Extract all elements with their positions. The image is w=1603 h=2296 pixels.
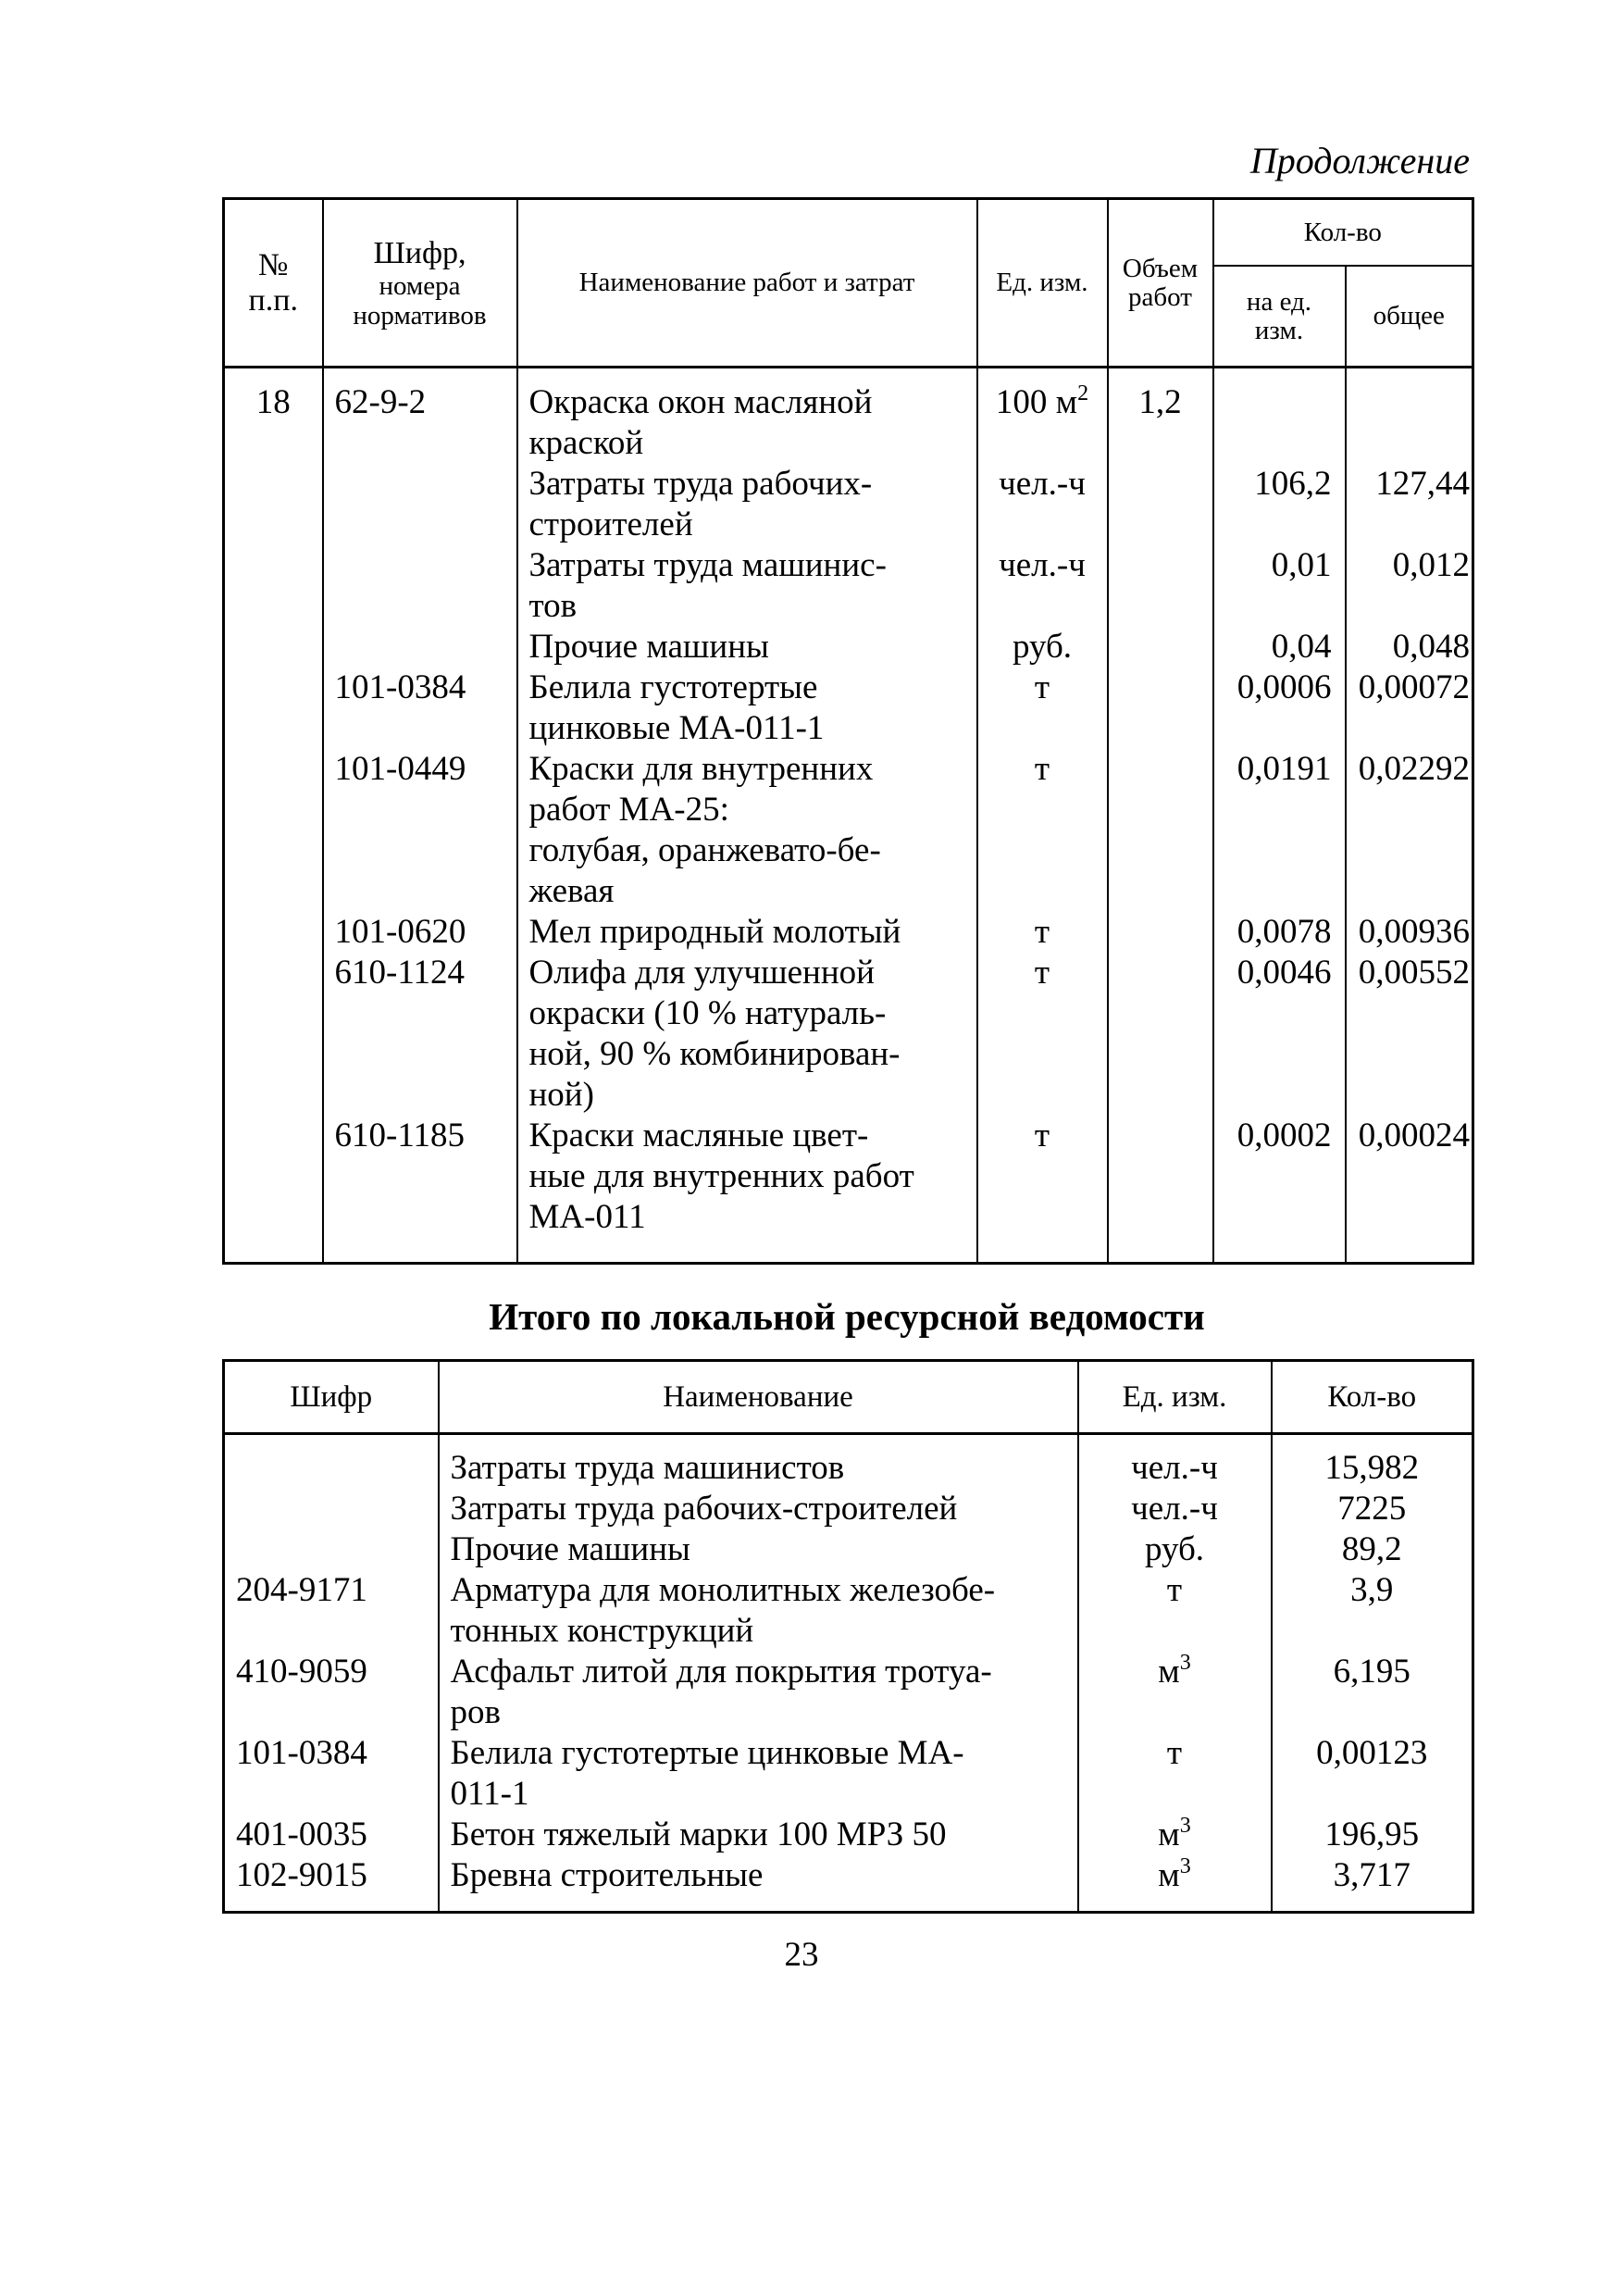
- summary-row-unit: [1079, 1815, 1271, 1855]
- row-code: [335, 464, 516, 505]
- row-code: [335, 1197, 516, 1238]
- summary-row-unit: [1079, 1774, 1271, 1815]
- row-per-unit: [1214, 708, 1332, 749]
- row-name-line: ной, 90 % комбинирован-: [528, 1035, 901, 1073]
- row-unit-value: т: [1034, 954, 1050, 992]
- header-unit: Ед. изм.: [977, 199, 1108, 368]
- row-code: [335, 1034, 516, 1075]
- summary-row-code: [236, 1692, 438, 1733]
- summary-row-quantity: [1273, 1733, 1473, 1774]
- summary-row-quantity-value: 15,982: [1324, 1449, 1420, 1487]
- row-number: [225, 1075, 322, 1116]
- row-per-unit: [1214, 668, 1332, 708]
- row-volume: [1109, 790, 1212, 830]
- summary-row-code-value: 102-9015: [236, 1856, 367, 1894]
- row-per-unit: [1214, 1197, 1332, 1238]
- row-per-unit: [1214, 545, 1332, 586]
- summary-body-row: [224, 1434, 1473, 1913]
- row-total: [1347, 382, 1471, 423]
- row-per-unit: [1214, 871, 1332, 912]
- row-per-unit-value: 0,01: [1271, 546, 1332, 584]
- summary-row-code: [236, 1733, 438, 1774]
- header-code-line: номера: [379, 270, 461, 301]
- row-unit: [978, 545, 1107, 586]
- row-unit-value: чел.-ч: [999, 546, 1086, 584]
- row-total: [1347, 1034, 1471, 1075]
- row-number: [225, 464, 322, 505]
- row-per-unit-value: 0,0078: [1236, 913, 1332, 951]
- summary-row-unit-value: м: [1158, 1856, 1180, 1894]
- row-total-value: 0,00936: [1358, 913, 1471, 951]
- row-name-line: краской: [528, 424, 644, 462]
- row-volume-value: 1,2: [1138, 383, 1182, 421]
- row-code: [335, 993, 516, 1034]
- summary-row-quantity: [1273, 1774, 1473, 1815]
- row-volume: [1109, 953, 1212, 993]
- row-unit: [978, 830, 1107, 871]
- row-unit-value: т: [1034, 750, 1050, 788]
- row-unit: [978, 708, 1107, 749]
- row-unit-value: 100 м: [995, 383, 1078, 421]
- row-unit: [978, 871, 1107, 912]
- summary-row-name-line: Арматура для монолитных железобе-: [450, 1571, 996, 1609]
- row-name-line: Затраты труда машинис-: [528, 546, 887, 584]
- summary-row-quantity-value: 6,195: [1333, 1653, 1410, 1691]
- summary-row-code: [236, 1489, 438, 1529]
- row-total: [1347, 830, 1471, 871]
- row-number-value: 18: [255, 383, 291, 421]
- summary-row-code: [236, 1529, 438, 1570]
- row-name-line: жевая: [528, 872, 615, 910]
- row-per-unit-value: 0,0191: [1236, 750, 1332, 788]
- header-name: Наименование работ и затрат: [517, 199, 977, 368]
- row-name-line: Краски масляные цвет-: [528, 1117, 869, 1154]
- row-total: [1347, 464, 1471, 505]
- row-per-unit-value: 0,0006: [1236, 668, 1332, 706]
- summary-row-unit: [1079, 1855, 1271, 1896]
- row-total-value: 0,02292: [1358, 750, 1471, 788]
- row-number: [225, 668, 322, 708]
- row-per-unit: [1214, 382, 1332, 423]
- row-number: [225, 627, 322, 668]
- row-code: [335, 790, 516, 830]
- summary-row-unit-value: чел.-ч: [1131, 1449, 1218, 1487]
- summary-row-code: [236, 1815, 438, 1855]
- row-code: [335, 627, 516, 668]
- row-per-unit: [1214, 423, 1332, 464]
- row-unit: [978, 464, 1107, 505]
- summary-row-quantity-value: 196,95: [1324, 1816, 1420, 1853]
- summary-row-unit-value: чел.-ч: [1131, 1490, 1218, 1528]
- row-volume: [1109, 505, 1212, 545]
- row-total: [1347, 871, 1471, 912]
- row-unit: [978, 382, 1107, 423]
- summary-row-code-value: 204-9171: [236, 1571, 367, 1609]
- row-number: [225, 1156, 322, 1197]
- row-number: [225, 1116, 322, 1156]
- summary-column-name: [439, 1434, 1078, 1913]
- row-per-unit: [1214, 1156, 1332, 1197]
- row-volume: [1109, 1197, 1212, 1238]
- row-volume: [1109, 668, 1212, 708]
- summary-row-quantity: [1273, 1529, 1473, 1570]
- row-code: [335, 382, 516, 423]
- row-code: [335, 830, 516, 871]
- header-number-line: №: [258, 247, 289, 282]
- summary-row-unit-value: т: [1166, 1734, 1183, 1772]
- summary-header-code: Шифр: [224, 1361, 439, 1434]
- summary-row-quantity: [1273, 1692, 1473, 1733]
- row-volume: [1109, 871, 1212, 912]
- row-total: [1347, 1197, 1471, 1238]
- row-unit-value: руб.: [1012, 628, 1073, 666]
- summary-row-name-line: 011-1: [450, 1775, 529, 1813]
- row-total-value: 0,012: [1392, 546, 1471, 584]
- row-per-unit: [1214, 912, 1332, 953]
- row-volume: [1109, 708, 1212, 749]
- row-total: [1347, 668, 1471, 708]
- summary-row-quantity: [1273, 1611, 1473, 1652]
- header-volume-line: Объем: [1122, 253, 1199, 283]
- row-per-unit: [1214, 1075, 1332, 1116]
- row-code: [335, 668, 516, 708]
- row-code: [335, 871, 516, 912]
- row-unit: [978, 1197, 1107, 1238]
- header-code-line: Шифр,: [373, 235, 466, 270]
- summary-row-quantity-value: 3,717: [1333, 1856, 1410, 1894]
- summary-row-unit: [1079, 1652, 1271, 1692]
- row-code: [335, 1156, 516, 1197]
- summary-header-name: Наименование: [439, 1361, 1078, 1434]
- row-code: [335, 586, 516, 627]
- row-unit: [978, 749, 1107, 790]
- row-unit-value: чел.-ч: [999, 465, 1086, 503]
- header-number-line: п.п.: [248, 282, 298, 318]
- row-name-line: Прочие машины: [528, 628, 769, 666]
- summary-header-quantity: Кол-во: [1272, 1361, 1473, 1434]
- summary-row-unit: [1079, 1570, 1271, 1611]
- summary-header-unit: Ед. изм.: [1078, 1361, 1272, 1434]
- row-number: [225, 423, 322, 464]
- row-unit: [978, 993, 1107, 1034]
- row-number: [225, 912, 322, 953]
- row-name-line: МА-011: [528, 1198, 646, 1236]
- row-unit: [978, 1075, 1107, 1116]
- row-per-unit: [1214, 464, 1332, 505]
- header-total: общее: [1346, 266, 1473, 368]
- column-number: [224, 368, 323, 1264]
- row-number: [225, 830, 322, 871]
- row-per-unit: [1214, 953, 1332, 993]
- row-volume: [1109, 1156, 1212, 1197]
- row-volume: [1109, 382, 1212, 423]
- summary-row-unit: [1079, 1611, 1271, 1652]
- column-per-unit: [1213, 368, 1346, 1264]
- row-code: [335, 423, 516, 464]
- summary-row-code: [236, 1774, 438, 1815]
- header-number: [224, 199, 323, 368]
- row-volume: [1109, 830, 1212, 871]
- row-code-value: 101-0620: [334, 913, 466, 951]
- row-name-line: ной): [528, 1076, 594, 1114]
- row-per-unit: [1214, 830, 1332, 871]
- table-body-row: [224, 368, 1473, 1264]
- row-unit: [978, 627, 1107, 668]
- row-volume: [1109, 749, 1212, 790]
- summary-row-quantity: [1273, 1815, 1473, 1855]
- row-name-line: цинковые МА-011-1: [528, 709, 825, 747]
- header-per-unit-line: на ед.: [1246, 286, 1312, 317]
- row-total: [1347, 627, 1471, 668]
- summary-row-name-line: Прочие машины: [450, 1530, 690, 1568]
- summary-row-quantity: [1273, 1652, 1473, 1692]
- column-total: [1346, 368, 1473, 1264]
- row-name-line: ные для внутренних работ: [528, 1157, 914, 1195]
- row-number: [225, 790, 322, 830]
- row-total: [1347, 1156, 1471, 1197]
- summary-row-unit-value: руб.: [1144, 1530, 1205, 1568]
- row-name-line: строителей: [528, 505, 693, 543]
- summary-row-quantity-value: 3,9: [1350, 1571, 1394, 1609]
- row-code-value: 101-0384: [334, 668, 466, 706]
- unit-superscript: 3: [1179, 1814, 1191, 1838]
- summary-column-code: [224, 1434, 439, 1913]
- row-total-value: 127,44: [1375, 465, 1471, 503]
- row-total-value: 0,048: [1392, 628, 1471, 666]
- row-code: [335, 912, 516, 953]
- row-unit: [978, 790, 1107, 830]
- row-number: [225, 545, 322, 586]
- column-code: [323, 368, 517, 1264]
- summary-row-code-value: 401-0035: [236, 1816, 367, 1853]
- summary-table: [222, 1359, 1474, 1914]
- row-unit: [978, 423, 1107, 464]
- summary-row-quantity-value: 89,2: [1341, 1530, 1402, 1568]
- row-name-line: Олифа для улучшенной: [528, 954, 875, 992]
- summary-row-unit: [1079, 1733, 1271, 1774]
- row-total: [1347, 1116, 1471, 1156]
- row-code-value: 610-1185: [334, 1117, 465, 1154]
- row-code-value: 62-9-2: [334, 383, 427, 421]
- row-code: [335, 749, 516, 790]
- column-volume: [1108, 368, 1213, 1264]
- row-number: [225, 505, 322, 545]
- summary-row-code: [236, 1652, 438, 1692]
- row-volume: [1109, 545, 1212, 586]
- row-code-value: 101-0449: [334, 750, 466, 788]
- row-volume: [1109, 1034, 1212, 1075]
- row-unit-value: т: [1034, 913, 1050, 951]
- resource-table: [222, 197, 1474, 1265]
- header-code: [323, 199, 517, 368]
- row-total: [1347, 505, 1471, 545]
- summary-row-code: [236, 1611, 438, 1652]
- row-code: [335, 545, 516, 586]
- row-per-unit: [1214, 993, 1332, 1034]
- row-volume: [1109, 993, 1212, 1034]
- summary-row-unit: [1079, 1448, 1271, 1489]
- summary-row-quantity: [1273, 1855, 1473, 1896]
- row-volume: [1109, 464, 1212, 505]
- row-code: [335, 1075, 516, 1116]
- row-volume: [1109, 912, 1212, 953]
- page-number: 23: [784, 1936, 819, 1974]
- unit-superscript: 3: [1179, 1854, 1191, 1878]
- row-volume: [1109, 627, 1212, 668]
- summary-row-unit: [1079, 1529, 1271, 1570]
- row-number: [225, 382, 322, 423]
- summary-row-code: [236, 1855, 438, 1896]
- header-code-line: нормативов: [353, 300, 487, 331]
- summary-row-code-value: 410-9059: [236, 1653, 367, 1691]
- column-name: [517, 368, 977, 1264]
- unit-superscript: 3: [1179, 1651, 1191, 1675]
- row-unit: [978, 668, 1107, 708]
- row-per-unit: [1214, 1034, 1332, 1075]
- row-per-unit: [1214, 505, 1332, 545]
- summary-row-name-line: Асфальт литой для покрытия тротуа-: [450, 1653, 992, 1691]
- summary-column-quantity: [1272, 1434, 1473, 1913]
- row-total: [1347, 1075, 1471, 1116]
- row-name-line: Белила густотертые: [528, 668, 818, 706]
- row-volume: [1109, 586, 1212, 627]
- header-per-unit: [1213, 266, 1346, 368]
- summary-row-name-line: Затраты труда машинистов: [450, 1449, 845, 1487]
- row-per-unit: [1214, 790, 1332, 830]
- row-total: [1347, 790, 1471, 830]
- row-number: [225, 586, 322, 627]
- summary-row-name-line: Бревна строительные: [450, 1856, 764, 1894]
- row-unit: [978, 912, 1107, 953]
- row-per-unit-value: 106,2: [1254, 465, 1332, 503]
- unit-superscript: 2: [1077, 381, 1089, 406]
- row-name-line: работ МА-25:: [528, 791, 729, 829]
- row-code: [335, 1116, 516, 1156]
- row-total: [1347, 545, 1471, 586]
- summary-row-unit-value: м: [1158, 1653, 1180, 1691]
- row-total: [1347, 749, 1471, 790]
- summary-row-unit-value: м: [1158, 1816, 1180, 1853]
- row-number: [225, 993, 322, 1034]
- row-code: [335, 708, 516, 749]
- summary-row-quantity: [1273, 1489, 1473, 1529]
- row-unit-value: т: [1034, 668, 1050, 706]
- row-unit: [978, 586, 1107, 627]
- summary-row-name-line: Белила густотертые цинковые МА-: [450, 1734, 964, 1772]
- row-unit: [978, 953, 1107, 993]
- row-total: [1347, 586, 1471, 627]
- summary-title: Итого по локальной ресурсной ведомости: [489, 1295, 1205, 1338]
- header-volume: [1108, 199, 1213, 368]
- row-per-unit: [1214, 627, 1332, 668]
- row-unit: [978, 505, 1107, 545]
- row-unit: [978, 1034, 1107, 1075]
- row-name-line: Затраты труда рабочих-: [528, 465, 873, 503]
- row-per-unit: [1214, 1116, 1332, 1156]
- row-unit: [978, 1156, 1107, 1197]
- header-per-unit-line: изм.: [1254, 315, 1304, 345]
- row-per-unit-value: 0,0002: [1236, 1117, 1332, 1154]
- summary-row-code: [236, 1570, 438, 1611]
- row-total: [1347, 423, 1471, 464]
- summary-row-name-line: Бетон тяжелый марки 100 МРЗ 50: [450, 1816, 947, 1853]
- summary-column-unit: [1078, 1434, 1272, 1913]
- row-code: [335, 953, 516, 993]
- row-number: [225, 708, 322, 749]
- row-unit: [978, 1116, 1107, 1156]
- summary-row-code-value: 101-0384: [236, 1734, 367, 1772]
- row-volume: [1109, 423, 1212, 464]
- row-per-unit: [1214, 749, 1332, 790]
- row-total-value: 0,00024: [1358, 1117, 1471, 1154]
- row-number: [225, 953, 322, 993]
- row-total: [1347, 708, 1471, 749]
- continuation-label: Продолжение: [1249, 140, 1470, 181]
- row-name-line: окраски (10 % натураль-: [528, 994, 887, 1032]
- row-number: [225, 749, 322, 790]
- column-unit: [977, 368, 1108, 1264]
- header-volume-line: работ: [1128, 281, 1192, 312]
- summary-row-name-line: ров: [450, 1693, 501, 1731]
- summary-row-unit-value: т: [1166, 1571, 1183, 1609]
- summary-row-quantity-value: 7225: [1337, 1490, 1407, 1528]
- row-total: [1347, 953, 1471, 993]
- row-volume: [1109, 1075, 1212, 1116]
- row-per-unit-value: 0,0046: [1236, 954, 1332, 992]
- summary-row-quantity: [1273, 1570, 1473, 1611]
- summary-row-name-line: Затраты труда рабочих-строителей: [450, 1490, 958, 1528]
- row-name-line: тов: [528, 587, 578, 625]
- summary-row-code: [236, 1448, 438, 1489]
- summary-row-unit: [1079, 1489, 1271, 1529]
- header-quantity: Кол-во: [1213, 199, 1473, 267]
- row-total-value: 0,00072: [1358, 668, 1471, 706]
- row-code-value: 610-1124: [334, 954, 465, 992]
- summary-row-quantity: [1273, 1448, 1473, 1489]
- summary-row-unit: [1079, 1692, 1271, 1733]
- row-volume: [1109, 1116, 1212, 1156]
- row-unit-value: т: [1034, 1117, 1050, 1154]
- row-name-line: голубая, оранжевато-бе-: [528, 831, 881, 869]
- summary-row-quantity-value: 0,00123: [1316, 1734, 1428, 1772]
- row-number: [225, 1034, 322, 1075]
- summary-row-name-line: тонных конструкций: [450, 1612, 754, 1650]
- row-name-line: Мел природный молотый: [528, 913, 901, 951]
- row-number: [225, 871, 322, 912]
- row-per-unit: [1214, 586, 1332, 627]
- row-name-line: Краски для внутренних: [528, 750, 874, 788]
- row-name-line: Окраска окон масляной: [528, 383, 873, 421]
- row-code: [335, 505, 516, 545]
- row-total: [1347, 912, 1471, 953]
- row-total-value: 0,00552: [1358, 954, 1471, 992]
- row-number: [225, 1197, 322, 1238]
- row-total: [1347, 993, 1471, 1034]
- row-per-unit-value: 0,04: [1271, 628, 1332, 666]
